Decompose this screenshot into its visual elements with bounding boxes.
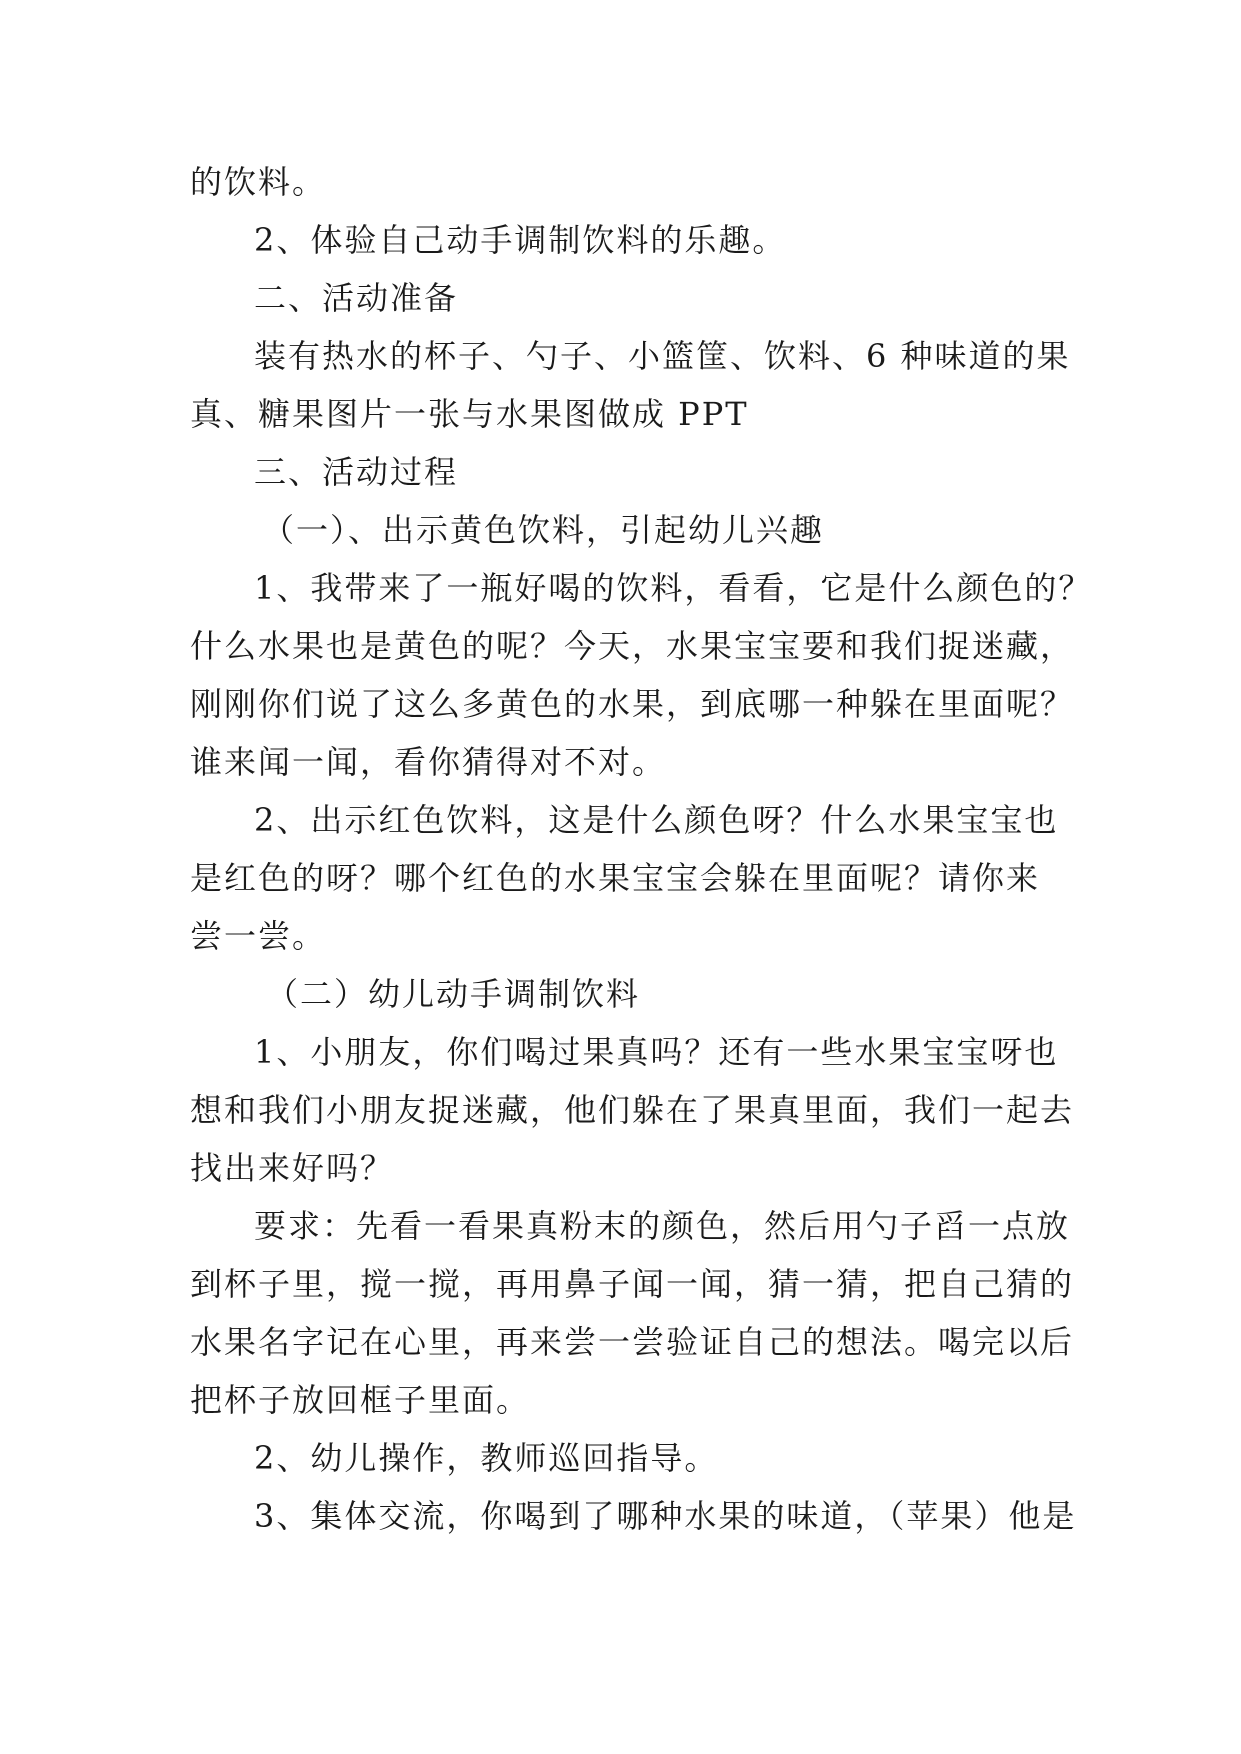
text-line: 2、体验自己动手调制饮料的乐趣。 [254, 221, 787, 259]
text-line: 刚刚你们说了这么多黄色的水果，到底哪一种躲在里面呢？ [190, 685, 1075, 723]
section-heading: 三、活动过程 [254, 453, 459, 491]
text-line: 1、我带来了一瓶好喝的饮料，看看，它是什么颜色的？ [254, 569, 1093, 607]
text-line: 2、幼儿操作，教师巡回指导。 [254, 1439, 719, 1477]
text-line: 2、出示红色饮料，这是什么颜色呀？什么水果宝宝也 [254, 801, 1059, 839]
text-line: 1、小朋友，你们喝过果真吗？还有一些水果宝宝呀也 [254, 1033, 1059, 1071]
text-line: 什么水果也是黄色的呢？今天，水果宝宝要和我们捉迷藏， [190, 627, 1075, 665]
subsection-heading: （二）幼儿动手调制饮料 [266, 975, 641, 1013]
text-line: 的饮料。 [190, 163, 327, 201]
text-line: 尝一尝。 [190, 917, 327, 955]
text-line: 真、糖果图片一张与水果图做成 PPT [190, 395, 749, 433]
text-line: 装有热水的杯子、勺子、小篮筐、饮料、6 种味道的果 [254, 337, 1071, 375]
subsection-heading: （一）、出示黄色饮料，引起幼儿兴趣 [262, 511, 825, 549]
text-line: 想和我们小朋友捉迷藏，他们躲在了果真里面，我们一起去 [190, 1091, 1075, 1129]
text-line: 是红色的呀？哪个红色的水果宝宝会躲在里面呢？请你来 [190, 859, 1041, 897]
text-line: 谁来闻一闻，看你猜得对不对。 [190, 743, 667, 781]
text-line: 3、集体交流，你喝到了哪种水果的味道，（苹果）他是 [254, 1497, 1077, 1535]
text-line: 找出来好吗？ [190, 1149, 395, 1187]
section-heading: 二、活动准备 [254, 279, 459, 317]
text-line: 把杯子放回框子里面。 [190, 1381, 531, 1419]
text-line: 到杯子里，搅一搅，再用鼻子闻一闻，猜一猜，把自己猜的 [190, 1265, 1075, 1303]
text-line: 要求：先看一看果真粉末的颜色，然后用勺子舀一点放 [254, 1207, 1071, 1245]
text-line: 水果名字记在心里，再来尝一尝验证自己的想法。喝完以后 [190, 1323, 1075, 1361]
